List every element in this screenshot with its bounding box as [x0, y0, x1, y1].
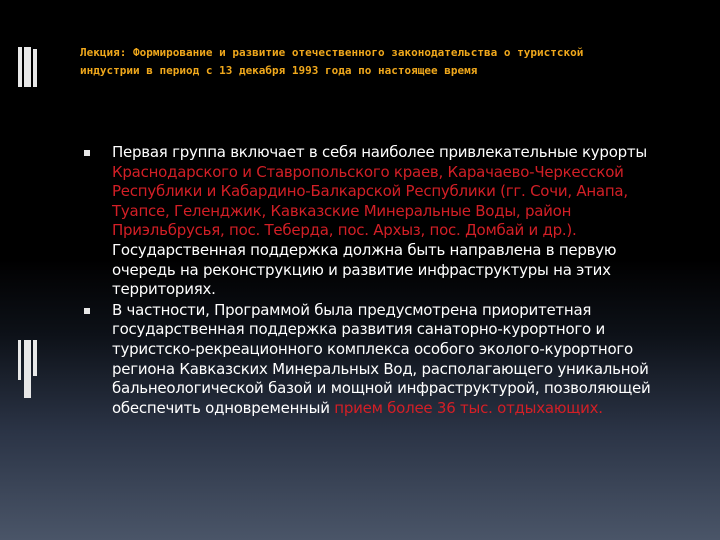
decoration-bar	[24, 340, 31, 398]
bullet-1-highlight: Краснодарского и Ставропольского краев, Карачаево-Черкесской Республики и Кабардино-Балкарской Республики (гг. Сочи, Анапа, Туапсе, Геленджик, Кавказские Минеральные Воды, район Приэльбрусья, пос. Теберда, пос. Архыз, пос. Домбай и др.).	[112, 162, 628, 240]
bullet-1-text: Первая группа включает в себя наиболее привлекательные курорты	[112, 143, 647, 161]
bullet-2-text: В частности, Программой была предусмотрена приоритетная государственная поддержка развития санаторно-курортного и туристско-рекреационного комплекса особого эколого-курортного региона Кавказских Минеральных Вод, располагающего уникальной бальнеологической базой и мощной инфраструктурой, позволяющей обеспечить одновременный	[112, 300, 651, 417]
decoration-bar	[18, 47, 22, 87]
bullet-item-2	[84, 301, 684, 419]
square-bullet-icon	[84, 150, 90, 156]
decoration-bar	[33, 49, 37, 87]
slide-title	[80, 44, 690, 80]
bullet-1-text-end: Государственная поддержка должна быть направлена в первую очередь на реконструкцию и развитие инфраструктуры на этих территориях.	[112, 240, 617, 299]
slide-title-line1: Лекция: Формирование и развитие отечественного законодательства о туристской	[80, 46, 584, 59]
bullet-list	[84, 143, 684, 419]
slide-title-line2: индустрии в период с 13 декабря 1993 года по настоящее время	[80, 64, 478, 77]
decoration-bar	[33, 340, 37, 376]
square-bullet-icon	[84, 308, 90, 314]
decoration-bar	[18, 340, 21, 380]
bullet-2-highlight: прием более 36 тыс. отдыхающих.	[334, 398, 603, 417]
bullet-item-1	[84, 143, 684, 300]
decoration-bar	[24, 47, 31, 87]
